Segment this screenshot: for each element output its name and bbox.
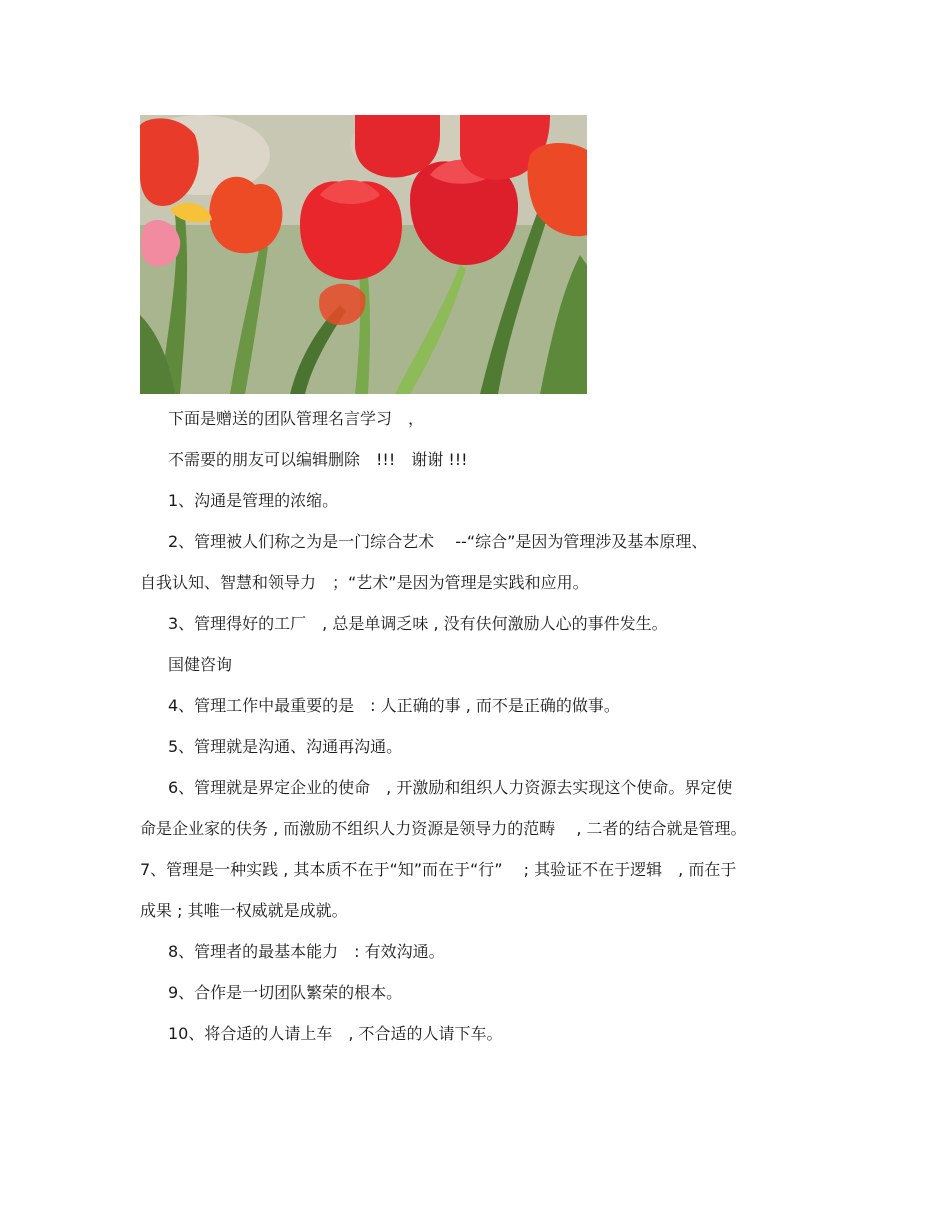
quote-item: 4、管理工作中最重要的是 : 人正确的事 , 而不是正确的做事。: [168, 696, 620, 715]
intro-line: 不需要的朋友可以编辑删除 !!! 谢谢 !!!: [168, 450, 468, 469]
quote-item: 9、合作是一切团队繁荣的根本。: [168, 983, 403, 1002]
tulip-illustration: [140, 115, 587, 394]
quote-item: 5、管理就是沟通、沟通再沟通。: [168, 737, 403, 756]
quote-item: 2、管理被人们称之为是一门综合艺术 --“综合”是因为管理涉及基本原理、: [168, 532, 708, 551]
quote-item-continuation: 命是企业家的伕务 , 而激励不组织人力资源是领导力的范畴 , 二者的结合就是管理。: [140, 819, 747, 838]
quote-item-continuation: 自我认知、智慧和领导力 ；“艺术”是因为管理是实践和应用。: [140, 573, 589, 592]
quote-item: 7、管理是一种实践 , 其本质不在于“知”而在于“行” ; 其验证不在于逻辑 , 而在于: [140, 860, 737, 879]
tulip-photo: [140, 115, 587, 394]
quote-item: 1、沟通是管理的浓缩。: [168, 491, 339, 510]
intro-line: 下面是赠送的团队管理名言学习 ，: [168, 409, 425, 428]
quote-item: 6、管理就是界定企业的使命 , 开激励和组织人力资源去实现这个使命。界定使: [168, 778, 733, 797]
quote-item: 8、管理者的最基本能力 : 有效沟通。: [168, 942, 445, 961]
quote-item: 3、管理得好的工厂 , 总是单调乏味 , 没有伕何激励人心的事件发生。: [168, 614, 668, 633]
quote-item: 10、将合适的人请上车 , 不合适的人请下车。: [168, 1024, 503, 1043]
tulip-flower: [300, 180, 402, 280]
quote-item-continuation: 成果 ; 其唯一权威就是成就。: [140, 901, 348, 920]
inline-caption: 国健咨询: [168, 655, 233, 674]
